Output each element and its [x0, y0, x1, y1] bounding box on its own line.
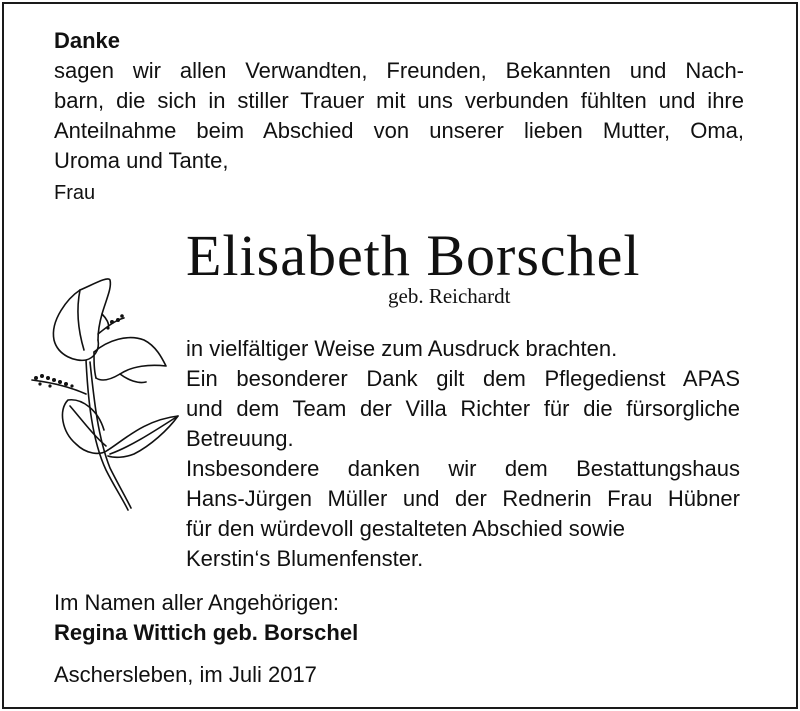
body-line: für den würdevoll gestalteten Abschied sowie: [186, 516, 626, 541]
heading: Danke: [54, 28, 121, 53]
intro-line: Anteilnahme beim Abschied von unserer lieben Mutter, Oma,: [54, 118, 744, 143]
deceased-name: Elisabeth Borschel: [186, 223, 641, 288]
intro-line: sagen wir allen Verwandten, Freunden, Bekannten und Nach-: [54, 58, 744, 83]
signer-name: Regina Wittich geb. Borschel: [54, 620, 359, 645]
intro-line: Uroma und Tante,: [54, 148, 229, 173]
salutation: Frau: [54, 182, 96, 204]
signoff-label: Im Namen aller Angehörigen:: [54, 590, 339, 615]
body-line: Kerstin‘s Blumenfenster.: [186, 546, 424, 571]
body-line: in vielfältiger Weise zum Ausdruck brachten.: [186, 336, 618, 361]
place-date: Aschersleben, im Juli 2017: [54, 662, 317, 687]
body-line: Hans-Jürgen Müller und der Rednerin Frau Hübner: [186, 486, 740, 511]
intro-line: barn, die sich in stiller Trauer mit uns verbunden fühlten und ihre: [54, 88, 744, 113]
body-line: Betreuung.: [186, 426, 294, 451]
body-line: und dem Team der Villa Richter für die fürsorgliche: [186, 396, 740, 421]
calla-lily-icon: [28, 270, 188, 520]
body-line: Ein besonderer Dank gilt dem Pflegedienst APAS: [186, 366, 740, 391]
body-line: Insbesondere danken wir dem Bestattungshaus: [186, 456, 740, 481]
maiden-name: geb. Reichardt: [388, 284, 511, 308]
